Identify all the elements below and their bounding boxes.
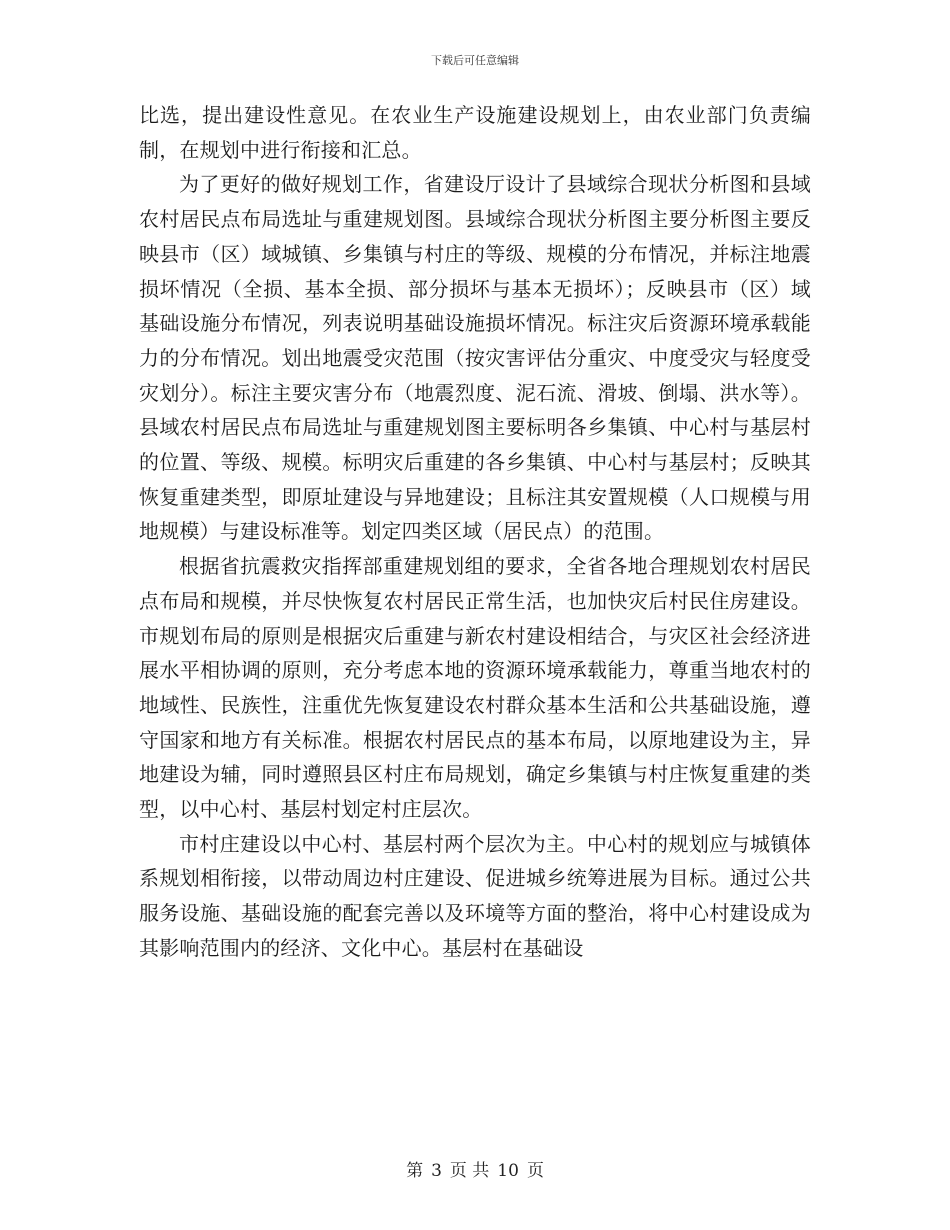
page-footer bbox=[0, 1156, 950, 1181]
paragraph-4: 市村庄建设以中心村、基层村两个层次为主。中心村的规划应与城镇体系规划相衔接，以带动周边村庄建设、促进城乡统筹进展为目标。通过公共服务设施、基础设施的配套完善以及环境等方面的整治，将中心村建设成为其影响范围内的经济、文化中心。基层村在基础设 bbox=[139, 831, 811, 960]
footer-total-pages: 10 bbox=[497, 1161, 519, 1181]
paragraph-3: 根据省抗震救灾指挥部重建规划组的要求，全省各地合理规划农村居民点布局和规模，并尽快恢复农村居民正常生活，也加快灾后村民住房建设。市规划布局的原则是根据灾后重建与新农村建设相结合，与灾区社会经济进展水平相协调的原则，充分考虑本地的资源环境承载能力，尊重当地农村的地域性、民族性，注重优先恢复建设农村群众基本生活和公共基础设施，遵守国家和地方有关标准。根据农村居民点的基本布局，以原地建设为主，异地建设为辅，同时遵照县区村庄布局规划，确定乡集镇与村庄恢复重建的类型，以中心村、基层村划定村庄层次。 bbox=[139, 554, 811, 822]
footer-prefix: 第 bbox=[406, 1161, 424, 1181]
document-body bbox=[139, 98, 811, 966]
footer-suffix: 页 bbox=[526, 1161, 544, 1181]
paragraph-2: 为了更好的做好规划工作，省建设厅设计了县域综合现状分析图和县域农村居民点布局选址与重建规划图。县域综合现状分析图主要分析图主要反映县市（区）域城镇、乡集镇与村庄的等级、规模的分布情况，并标注地震损坏情况（全损、基本全损、部分损坏与基本无损坏）；反映县市（区）域基础设施分布情况，列表说明基础设施损坏情况。标注灾后资源环境承载能力的分布情况。划出地震受灾范围（按灾害评估分重灾、中度受灾与轻度受灾划分）。标注主要灾害分布（地震烈度、泥石流、滑坡、倒塌、洪水等）。县域农村居民点布局选址与重建规划图主要标明各乡集镇、中心村与基层村的位置、等级、规模。标明灾后重建的各乡集镇、中心村与基层村；反映其恢复重建类型，即原址建设与异地建设；且标注其安置规模（人口规模与用地规模）与建设标准等。划定四类区域（居民点）的范围。 bbox=[139, 172, 811, 544]
paragraph-1: 比选，提出建设性意见。在农业生产设施建设规划上，由农业部门负责编制，在规划中进行衔接和汇总。 bbox=[139, 103, 811, 162]
footer-page-number: 3 bbox=[431, 1161, 442, 1181]
footer-middle: 页 共 bbox=[449, 1161, 490, 1181]
page-header: 下载后可任意编辑 bbox=[431, 54, 519, 67]
